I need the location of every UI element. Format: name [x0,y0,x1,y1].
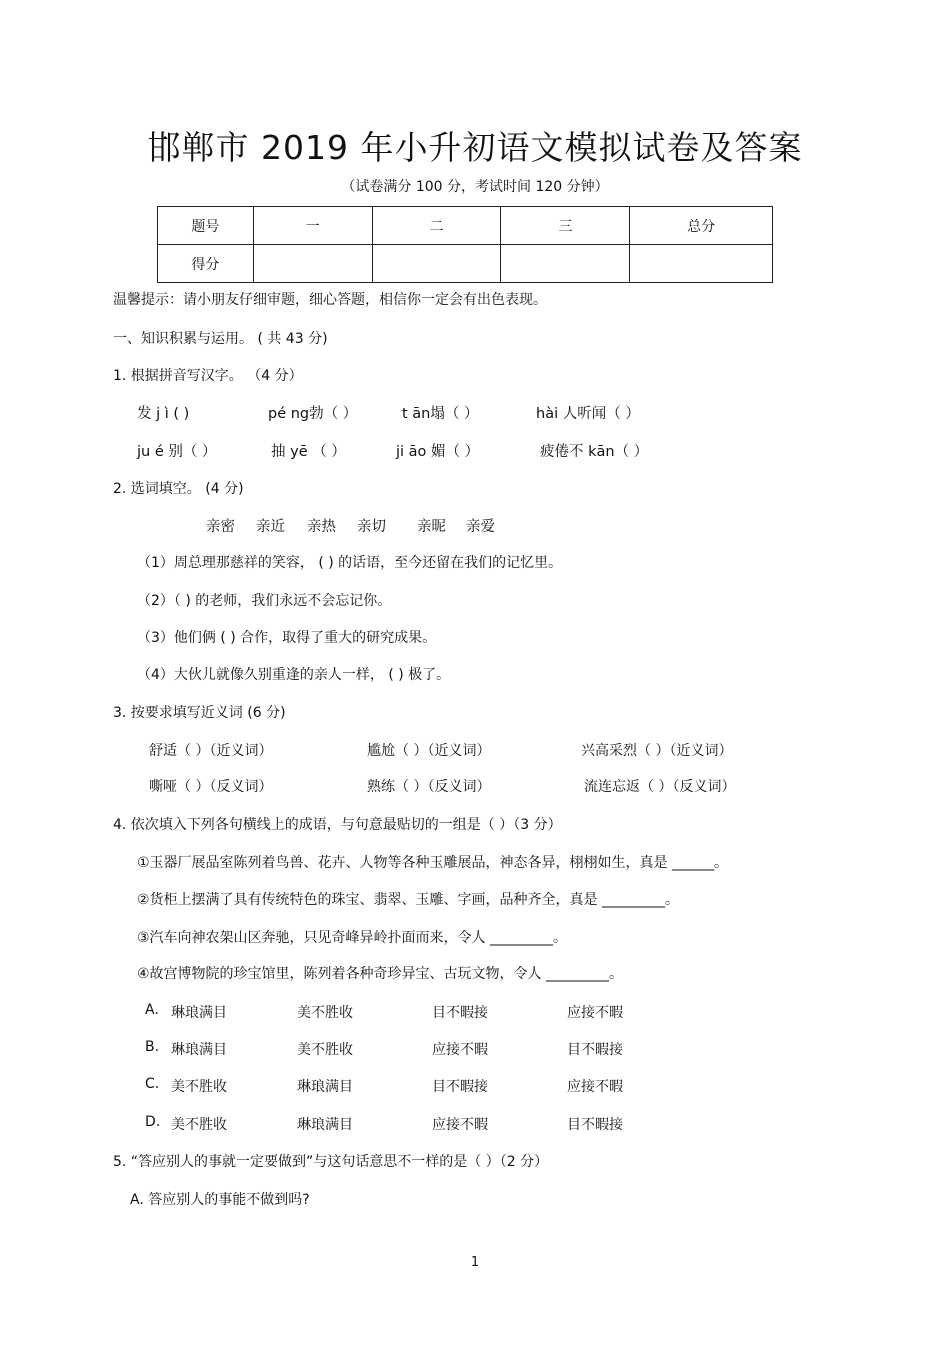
q1-item: 发 j ì ( ) [137,406,190,422]
q4-option-text: 美不胜收 [297,1005,353,1021]
q3-item: 舒适（ ）（近义词） [149,743,273,759]
q2-word: 亲近 [256,519,285,535]
q2-word: 亲爱 [466,519,495,535]
q4-option-letter[interactable]: B. [145,1039,160,1055]
q4-option-letter[interactable]: C. [145,1076,160,1092]
exam-title: 邯郸市 2019 年小升初语文模拟试卷及答案 [147,128,803,167]
score-table-score-row [158,245,773,283]
tip-text: 温馨提示：请小朋友仔细审题，细心答题，相信你一定会有出色表现。 [113,292,547,308]
q4-option-letter[interactable]: D. [145,1114,161,1130]
score-table-header-row [158,207,773,245]
q5-stem: 5. “答应别人的事就一定要做到”与这句话意思不一样的是（ ）（2 分） [113,1154,549,1170]
score-cell[interactable] [630,245,773,283]
q1-stem: 1. 根据拼音写汉字。 （4 分） [113,368,303,384]
q4-option-text: 应接不暇 [567,1079,623,1095]
q2-stem: 2. 选词填空。 (4 分) [113,481,244,497]
score-cell[interactable] [372,245,501,283]
q3-item: 熟练（ ）（反义词） [367,779,491,795]
score-header-cell: 总分 [630,207,773,245]
q4-option-text: 美不胜收 [171,1079,227,1095]
q2-item: （4）大伙儿就像久别重逢的亲人一样， ( ) 极了。 [137,667,451,683]
q3-item: 嘶哑（ ）（反义词） [149,779,273,795]
q2-word: 亲热 [307,519,336,535]
q2-item: （2）（ ) 的老师，我们永远不会忘记你。 [137,593,392,609]
q1-item: hài 人听闻（ ） [536,406,640,422]
q2-word: 亲切 [357,519,386,535]
q1-item: ji āo 媚（ ） [396,444,480,460]
score-cell[interactable] [253,245,372,283]
page-number: 1 [470,1255,480,1270]
q3-item: 尴尬（ ）（近义词） [367,743,491,759]
q4-option-text: 目不暇接 [432,1079,488,1095]
q4-option-text: 琳琅满目 [297,1117,353,1133]
q2-word: 亲昵 [417,519,446,535]
q4-sentence: ③汽车向神农架山区奔驰，只见奇峰异岭扑面而来，令人 _________。 [137,930,567,946]
score-header-cell: 二 [372,207,501,245]
q4-option-text: 目不暇接 [567,1042,623,1058]
q4-option-text: 美不胜收 [171,1117,227,1133]
q4-option-text: 琳琅满目 [171,1005,227,1021]
q1-item: t ān塌（ ） [402,406,479,422]
q4-stem: 4. 依次填入下列各句横线上的成语，与句意最贴切的一组是（ ）（3 分） [113,817,562,833]
score-cell[interactable] [501,245,630,283]
q3-item: 流连忘返（ ）（反义词） [584,779,736,795]
q1-item: 抽 yē （ ） [271,444,346,460]
q1-item: 疲倦不 kān（ ） [540,444,649,460]
score-header-cell: 三 [501,207,630,245]
q3-item: 兴高采烈（ ）（近义词） [581,743,733,759]
section-1-heading: 一、知识积累与运用。 ( 共 43 分) [113,331,328,347]
score-table [157,206,773,283]
score-row-label: 得分 [158,245,254,283]
q4-sentence: ②货柜上摆满了具有传统特色的珠宝、翡翠、玉雕、字画，品种齐全，真是 _________。 [137,892,679,908]
q2-item: （3）他们俩 ( ) 合作，取得了重大的研究成果。 [137,630,437,646]
q4-option-text: 应接不暇 [567,1005,623,1021]
q4-option-text: 琳琅满目 [171,1042,227,1058]
q1-item: ju é 别（ ） [137,444,217,460]
q4-option-text: 应接不暇 [432,1117,488,1133]
q2-item: （1）周总理那慈祥的笑容， ( ) 的话语，至今还留在我们的记忆里。 [137,555,563,571]
q4-option-text: 目不暇接 [432,1005,488,1021]
q4-sentence: ①玉器厂展品室陈列着鸟兽、花卉、人物等各种玉雕展品，神态各异，栩栩如生，真是 ______。 [137,855,728,871]
q1-item: pé ng勃（ ） [268,406,358,422]
q4-option-text: 美不胜收 [297,1042,353,1058]
score-header-cell: 一 [253,207,372,245]
q4-option-text: 琳琅满目 [297,1079,353,1095]
q3-stem: 3. 按要求填写近义词 (6 分) [113,705,286,721]
q5-option-a[interactable]: A. 答应别人的事能不做到吗? [130,1192,310,1208]
q4-option-letter[interactable]: A. [145,1002,159,1018]
q4-option-text: 应接不暇 [432,1042,488,1058]
q4-sentence: ④故宫博物院的珍宝馆里，陈列着各种奇珍异宝、古玩文物，令人 _________。 [137,966,623,982]
exam-subtitle: （试卷满分 100 分，考试时间 120 分钟） [341,179,609,195]
q2-word: 亲密 [206,519,235,535]
score-header-cell: 题号 [158,207,254,245]
q4-option-text: 目不暇接 [567,1117,623,1133]
